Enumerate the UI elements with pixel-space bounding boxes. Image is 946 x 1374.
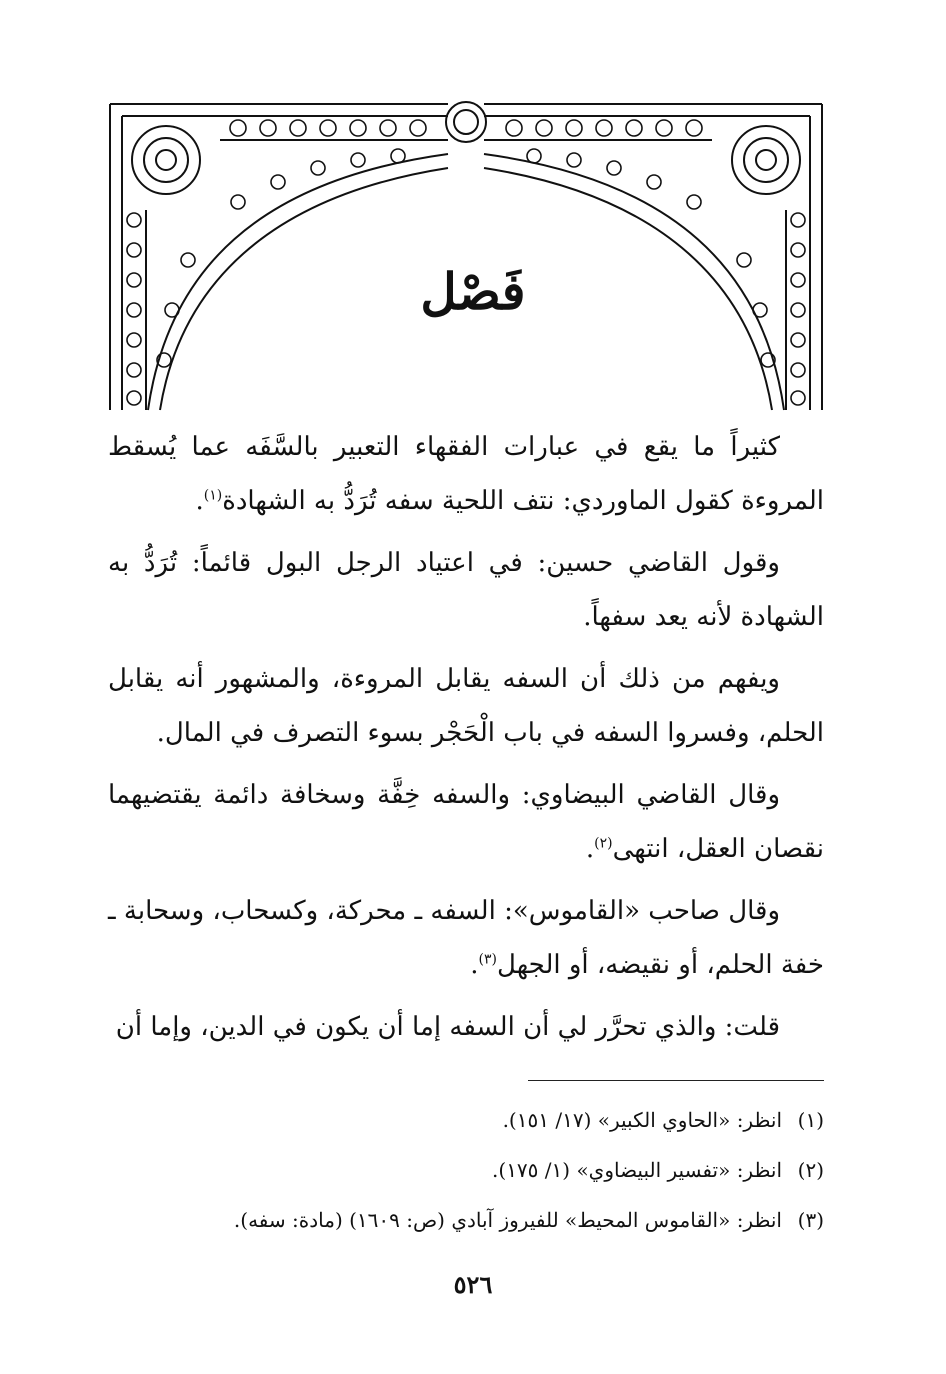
footnote-1 — [108, 1095, 824, 1145]
footnote-number: (٢) — [797, 1158, 824, 1182]
footnote-text: انظر: «الحاوي الكبير» (١٧/ ١٥١). — [502, 1108, 782, 1132]
paragraph-1: كثيراً ما يقع في عبارات الفقهاء التعبير بالسَّفَه عما يُسقط المروءة كقول الماوردي: نتف اللحية سفه تُرَدُّ به الشهادة$^{(١)}$. — [108, 432, 824, 516]
footnote-divider — [528, 1080, 824, 1081]
footnote-3 — [108, 1195, 824, 1245]
footnote-text: انظر: «القاموس المحيط» للفيروز آبادي (ص: ١٦٠٩) (مادة: سفه). — [233, 1208, 782, 1232]
footnotes — [108, 1095, 824, 1245]
footnote-text: انظر: «تفسير البيضاوي» (١/ ١٧٥). — [492, 1158, 782, 1182]
ornamental-header-frame — [108, 90, 824, 412]
main-text — [108, 420, 824, 1062]
footnote-number: (٣) — [797, 1208, 824, 1232]
paragraph-5: وقال صاحب «القاموس»: السفه ـ محركة، وكسحاب، وسحابة ـ خفة الحلم، أو نقيضه، أو الجهل$^{(٣)}$. — [108, 896, 824, 980]
footnote-ref-3: (٣) — [478, 951, 497, 968]
footnote-2 — [108, 1145, 824, 1195]
section-heading: فَصْل — [420, 262, 526, 321]
footnote-number: (١) — [797, 1108, 824, 1132]
page-number: ٥٢٦ — [453, 1270, 493, 1299]
paragraph-3: ويفهم من ذلك أن السفه يقابل المروءة، والمشهور أنه يقابل الحلم، وفسروا السفه في باب الْحَجْر بسوء التصرف في المال. — [108, 664, 824, 748]
paragraph-2: وقول القاضي حسين: في اعتياد الرجل البول قائماً: تُرَدُّ به الشهادة لأنه يعد سفهاً. — [108, 548, 824, 632]
footnote-ref-2: (٢) — [594, 835, 613, 852]
footnote-ref-1: (١) — [203, 487, 223, 504]
paragraph-4: وقال القاضي البيضاوي: والسفه خِفَّة وسخافة دائمة يقتضيهما نقصان العقل، انتهى$^{(٢)}$. — [108, 780, 824, 864]
paragraph-6: قلت: والذي تحرَّر لي أن السفه إما أن يكون في الدين، وإما أن — [115, 1012, 780, 1042]
arch-ornament-icon — [108, 90, 824, 412]
